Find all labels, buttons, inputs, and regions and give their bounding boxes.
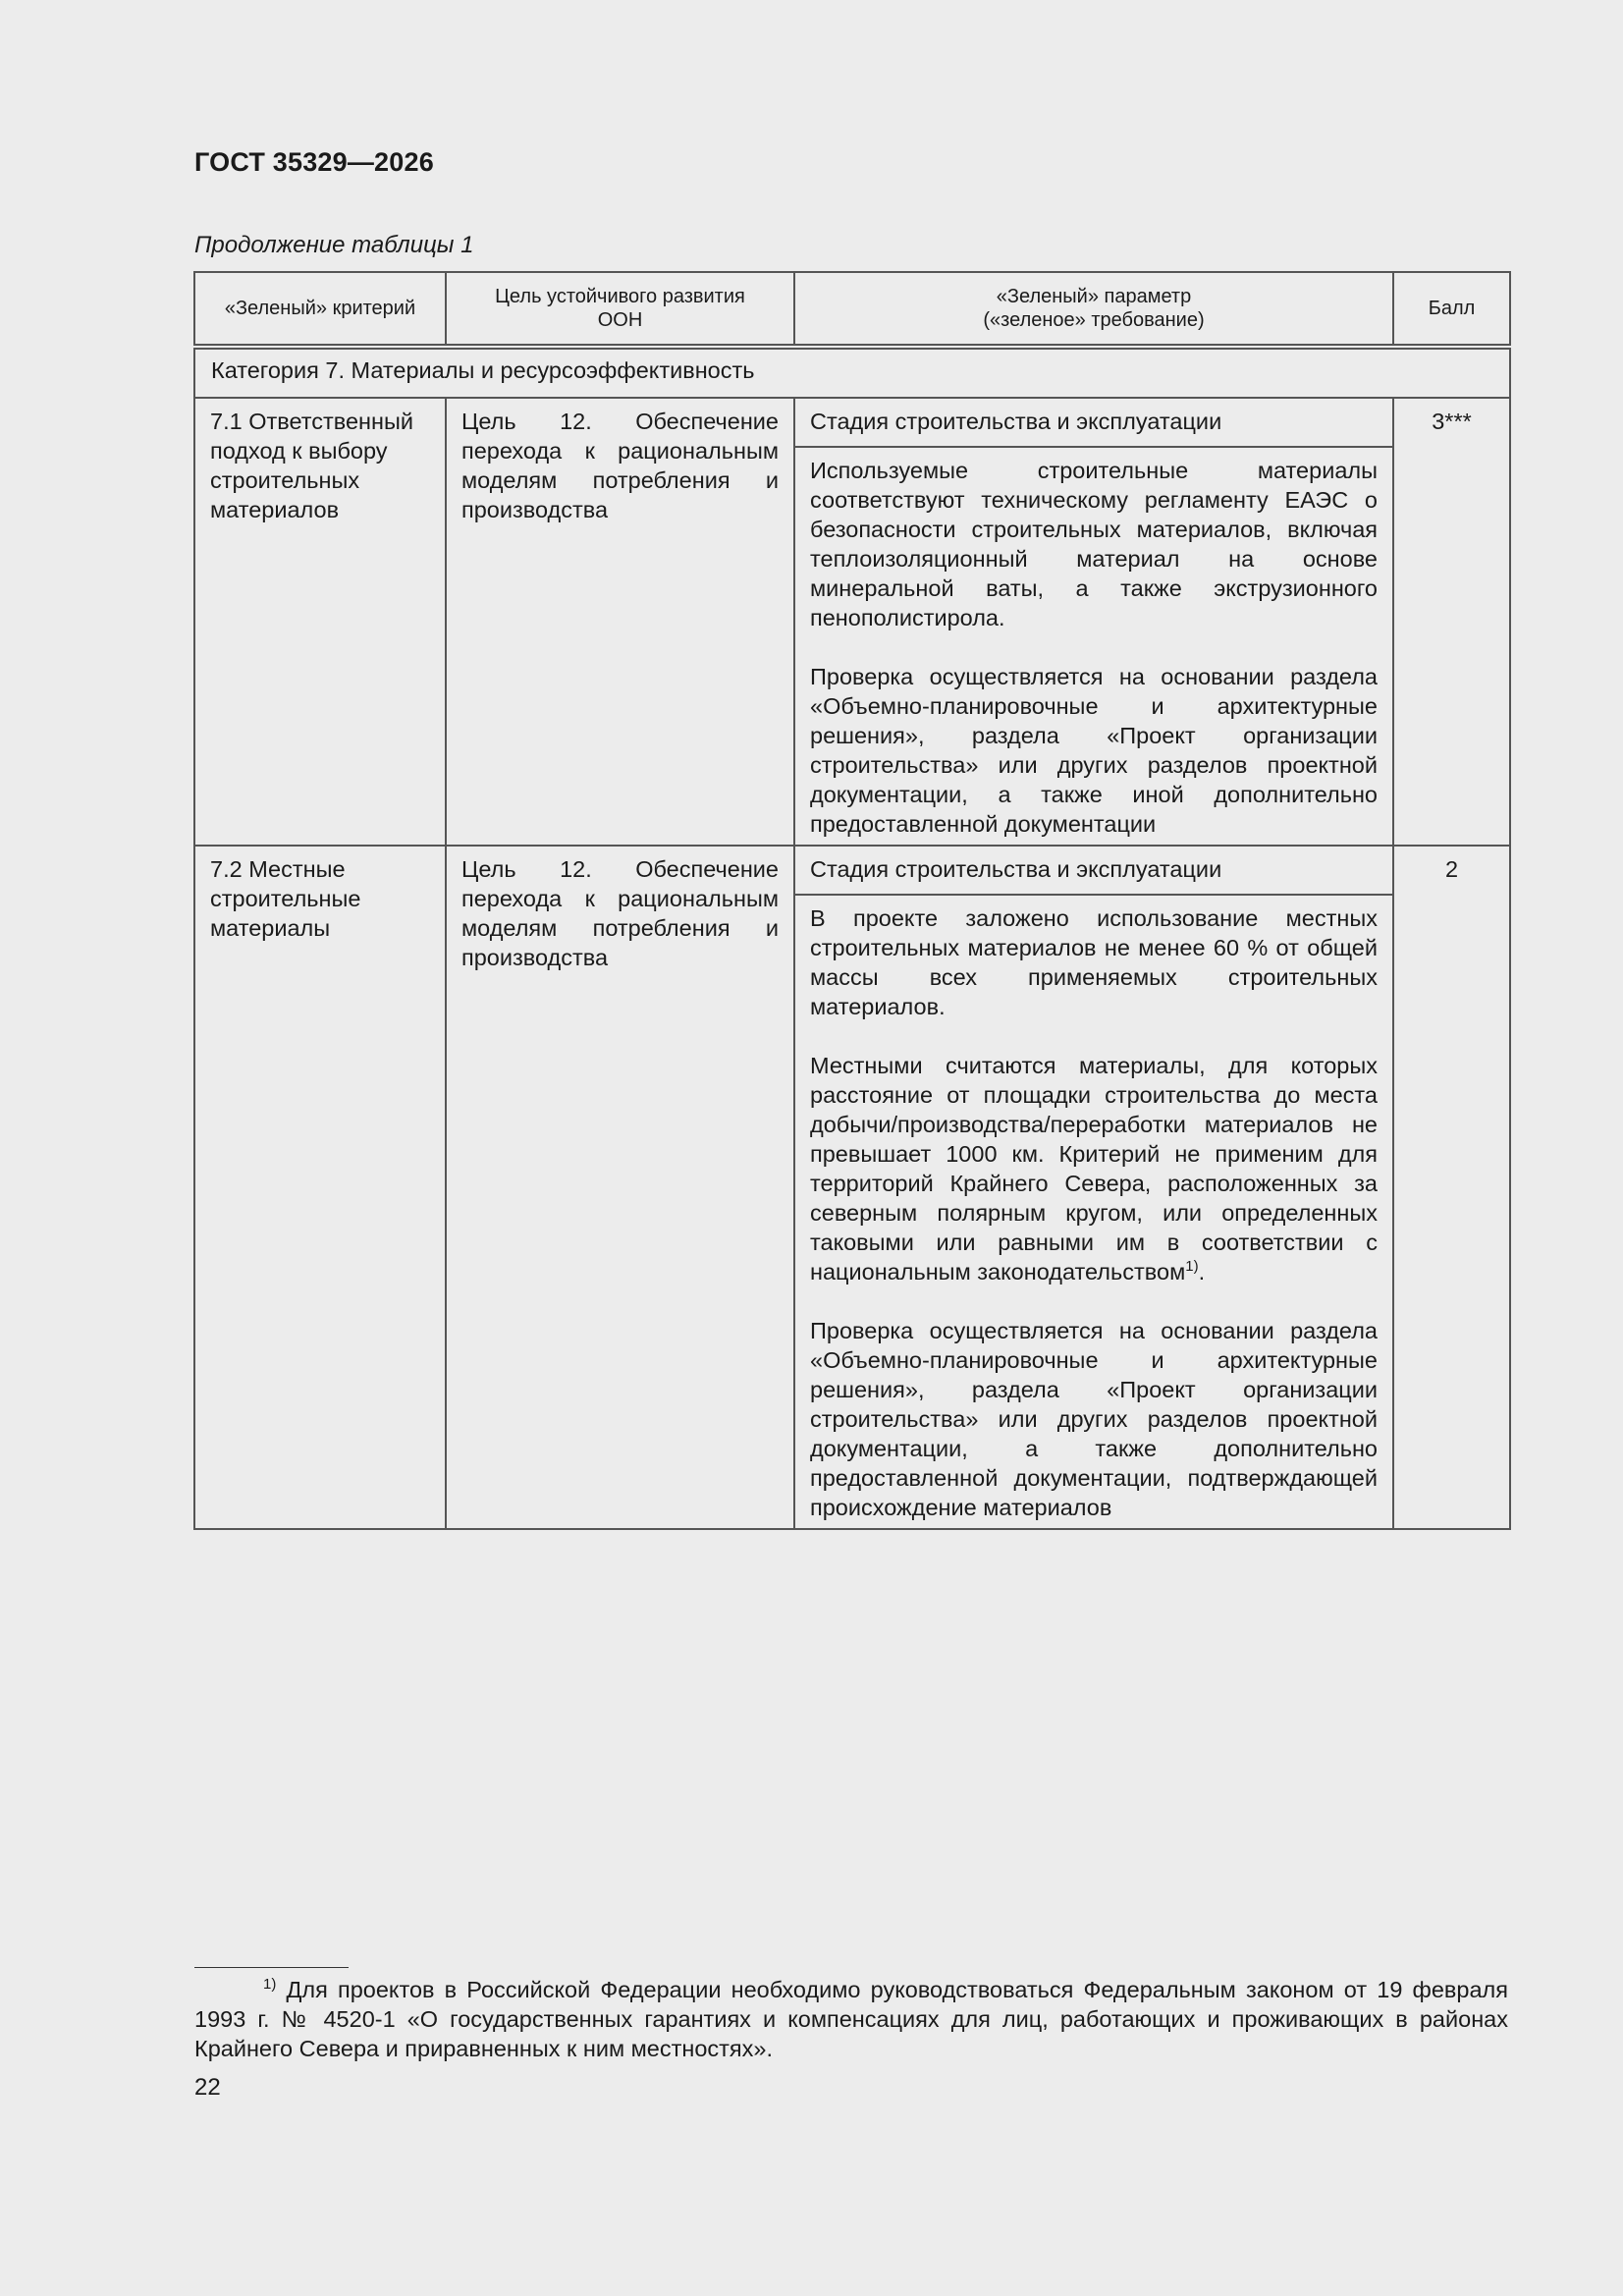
criteria-table (193, 271, 1511, 1530)
column-header-criterion: «Зеленый» критерий (194, 272, 446, 347)
table-row (194, 398, 1510, 846)
parameter-text (795, 448, 1392, 845)
footnote-reference[interactable]: 1) (1185, 1258, 1199, 1275)
parameter-text (795, 896, 1392, 1528)
paragraph-end-mark: . (1198, 1259, 1206, 1285)
table-header-row (194, 272, 1510, 347)
score-cell: 2 (1393, 846, 1510, 1529)
column-header-goal: Цель устойчивого развития ООН (446, 272, 794, 347)
parameter-paragraph (810, 1051, 1378, 1286)
criterion-cell: 7.1 Ответственный подход к выбору строительных материалов (194, 398, 446, 846)
parameter-cell (794, 398, 1393, 846)
score-cell: 3*** (1393, 398, 1510, 846)
parameter-cell (794, 846, 1393, 1529)
page-number: 22 (194, 2074, 221, 2101)
stage-label: Стадия строительства и эксплуатации (795, 847, 1392, 896)
criterion-cell: 7.2 Местные строительные материалы (194, 846, 446, 1529)
column-header-parameter: «Зеленый» параметр («зеленое» требование) (794, 272, 1393, 347)
footnote (194, 1975, 1508, 2063)
parameter-paragraph: Используемые строительные материалы соответствуют техническому регламенту ЕАЭС о безопасности строительных материалов, включая теплоизоляционный материал на основе минеральной ваты, а также экструзионного пенополистирола. (810, 458, 1378, 630)
category-label: Категория 7. Материалы и ресурсоэффективность (194, 347, 1510, 398)
stage-label: Стадия строительства и эксплуатации (795, 399, 1392, 448)
footnote-mark: 1) (263, 1976, 277, 1993)
parameter-paragraph-text: Местными считаются материалы, для которых расстояние от площадки строительства до места добычи/производства/переработки материалов не превышает 1000 км. Критерий не применим для территорий Крайнего Севера, расположенных за северным полярным кругом, или определенных таковыми или равными им в соответствии с национальным законодательством (810, 1053, 1378, 1285)
parameter-paragraph: В проекте заложено использование местных строительных материалов не менее 60 % от общей массы всех применяемых строительных материалов. (810, 905, 1378, 1019)
table-row (194, 846, 1510, 1529)
footnote-separator (194, 1967, 349, 1968)
parameter-paragraph: Проверка осуществляется на основании раздела «Объемно-планировочные и архитектурные решения», раздела «Проект организации строительства» или других разделов проектной документации, а также дополнительно предоставленной документации, подтверждающей происхождение материалов (810, 1318, 1378, 1520)
document-designation: ГОСТ 35329—2026 (194, 147, 434, 177)
footnote-text: Для проектов в Российской Федерации необходимо руководствоваться Федеральным законом от 19 февраля 1993 г. № 4520-1 «О государственных гарантиях и компенсациях для лиц, работающих и проживающих в районах Крайнего Севера и приравненных к ним местностях». (194, 1977, 1508, 2061)
goal-cell: Цель 12. Обеспечение перехода к рациональным моделям потребления и производства (446, 398, 794, 846)
table-caption: Продолжение таблицы 1 (194, 232, 474, 258)
parameter-paragraph: Проверка осуществляется на основании раздела «Объемно-планировочные и архитектурные решения», раздела «Проект организации строительства» или других разделов проектной документации, а также иной дополнительно предоставленной документации (810, 664, 1378, 837)
column-header-score: Балл (1393, 272, 1510, 347)
goal-cell: Цель 12. Обеспечение перехода к рациональным моделям потребления и производства (446, 846, 794, 1529)
category-row (194, 347, 1510, 398)
